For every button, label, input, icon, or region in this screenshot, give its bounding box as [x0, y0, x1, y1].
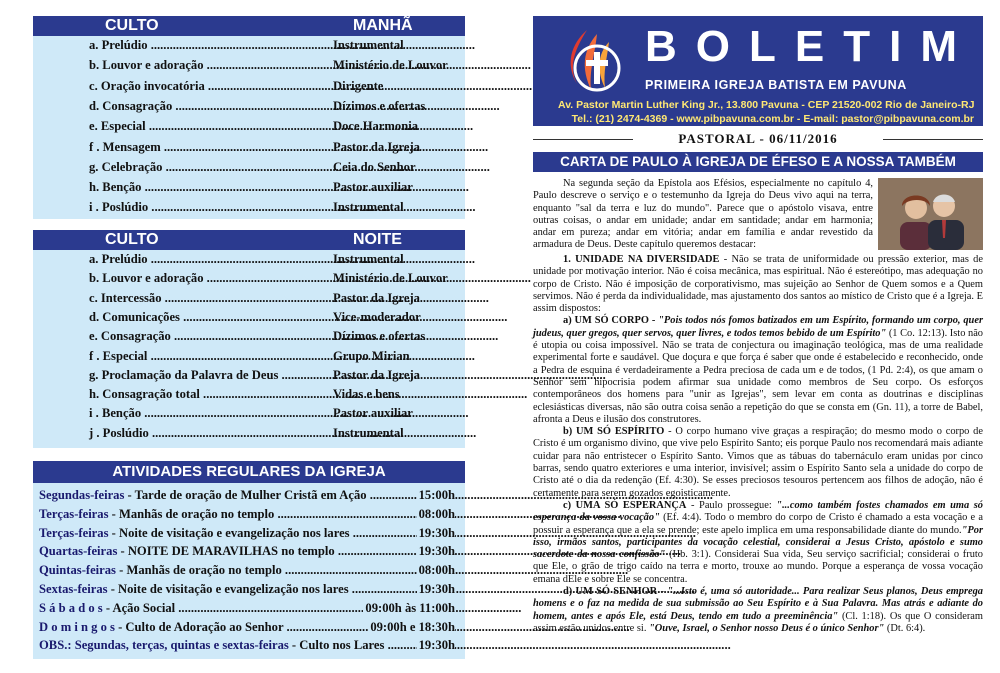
- morning-schedule-row: [33, 79, 465, 100]
- evening-schedule-row: [33, 426, 465, 447]
- evening-schedule-row: [33, 252, 465, 273]
- evening-schedule-row: [33, 387, 465, 408]
- section-d-quote2: "Ouve, Israel, o Senhor nosso Deus é o único Senhor": [649, 622, 885, 634]
- pastoral-intro: [533, 178, 873, 252]
- activity-description: - Manhãs de oração no templo: [108, 506, 275, 521]
- activity-row: [39, 620, 461, 639]
- evening-schedule-row: [33, 291, 465, 312]
- activity-description: - Culto nos Lares: [288, 638, 385, 653]
- evening-schedule-row: [33, 310, 465, 331]
- schedule-item-value: Pastor da Igreja: [333, 367, 420, 382]
- section-a-heading: a) UM SÓ CORPO -: [563, 315, 659, 327]
- morning-schedule-row: [33, 160, 465, 181]
- activity-day: Terças-feiras: [39, 525, 109, 540]
- section-d-heading: d) UM SÓ SENHOR: [563, 586, 658, 598]
- evening-schedule-row: [33, 349, 465, 370]
- schedule-item-value: Instrumental: [333, 200, 404, 215]
- morning-schedule-row: [33, 58, 465, 79]
- morning-culto-label: CULTO: [105, 17, 159, 34]
- church-name: PRIMEIRA IGREJA BATISTA EM PAVUNA: [645, 78, 907, 92]
- activity-label: [39, 544, 369, 559]
- schedule-item-label: d. Comunicações .....: [89, 310, 339, 325]
- activity-time: 08:00h: [418, 563, 455, 578]
- pastoral-date: PASTORAL - 06/11/2016: [533, 131, 983, 147]
- schedule-item-value: Instrumental: [333, 38, 404, 52]
- schedule-item-label: h. Consagração total .....: [89, 387, 339, 402]
- morning-schedule-row: [33, 38, 465, 59]
- church-logo: [551, 24, 629, 98]
- activities-box: [33, 461, 465, 659]
- section-a-text: (1 Co. 12:13). Isto não é utopia ou coisa impossível. Não se trata de conjectura ou imaginação teológica, mas de uma realidade experimental forte e saudável. Que doçura e que força é saber que onde é estabelecido e reconhecido, onde a Pedra de esquina é verdadeiramente a Pedra preciosa de cada um e de todos, (1 Pd. 2:4), os que amam o Senhor sem hipocrisia podem afirmar sua unidade como membros de Seu corpo. Os esforços contemporâneos dos homens para "unir as Igrejas", sem levar em conta as doutrinas e disciplinas eclesiásticas diversas, não são outra coisa senão a repetição do que se consta em (Gn. 11), a torre de Babel, afronta a Deus e ilusão dos construtores.: [533, 327, 984, 425]
- activity-day: S á b a d o s: [39, 600, 103, 615]
- schedule-item-value: Instrumental: [333, 252, 404, 266]
- evening-schedule-row: [33, 368, 465, 389]
- activity-row: [39, 507, 461, 526]
- activity-description: - Culto de Adoração ao Senhor: [114, 619, 284, 634]
- activity-label: [39, 582, 369, 597]
- schedule-item-label: g. Proclamação da Palavra de Deus .....: [89, 368, 339, 383]
- pastor-photo-illustration: [878, 178, 983, 250]
- activity-row: [39, 638, 461, 657]
- activity-row: [39, 582, 461, 601]
- schedule-item-label: f . Especial .....: [89, 349, 339, 364]
- schedule-item-value: Dízimos e ofertas: [333, 329, 426, 344]
- morning-schedule-row: [33, 200, 465, 221]
- activity-label: [39, 620, 369, 635]
- activity-description: - Noite de visitação e evangelização nos lares: [107, 582, 349, 596]
- morning-schedule-row: [33, 99, 465, 120]
- bulletin-title: BOLETIM: [645, 22, 976, 71]
- section-1-text: - Não se trata de uniformidade ou pressão exterior, mas de unidade por motivação interior. Não é coisa mecânica, mas espiritual. Não é estereótipo, mas adequação no corpo de Cristo. Não é imposição de corporativismo, mas sujeição ao Senhor de Quem somos e a Quem servimos. Não é perda da individualidade, mas ajustamento dos santos ao místico de Cristo que é a Igreja. E assim dispostos:: [533, 254, 983, 315]
- section-c-text2: (Hb. 3:1). Considerai Sua vida, Seu serviço sacrificial; considerai o fruto que Ele, o grão de trigo caído na terra e morto, trouxe ao mundo. Porque a esperança de vossa vocação emana dEle e sobre Ele se concentra.: [533, 549, 984, 585]
- section-c-pre: - Paulo prossegue:: [686, 499, 777, 511]
- evening-period-label: NOITE: [353, 231, 402, 248]
- section-d-text2: (Dt. 6:4).: [884, 622, 926, 634]
- schedule-item-label: d. Consagração .....: [89, 99, 339, 114]
- pastor-couple-photo: [878, 178, 983, 250]
- schedule-item-value: Vidas e bens: [333, 387, 400, 402]
- schedule-item-value: Pastor da Igreja: [333, 139, 420, 154]
- activity-label: [39, 526, 369, 541]
- activity-description: - NOITE DE MARAVILHAS no templo: [117, 544, 335, 559]
- schedule-item-label: i . Poslúdio .....: [89, 200, 339, 215]
- activity-time: 19:30h: [418, 638, 455, 653]
- activity-day: Sextas-feiras: [39, 582, 108, 596]
- evening-schedule-row: [33, 406, 465, 427]
- evening-schedule: [33, 250, 465, 448]
- schedule-item-value: Ministério de Louvor: [333, 271, 448, 286]
- evening-schedule-row: [33, 271, 465, 292]
- morning-schedule-row: [33, 180, 465, 201]
- activity-label: [39, 488, 369, 503]
- activity-row: [39, 488, 461, 507]
- activity-description: - Manhãs de oração no templo: [115, 563, 282, 578]
- section-b-text: - O corpo humano vive graças a respiração; do mesmo modo o corpo de Cristo é um organismo divino, que vive pelo Espírito Santo; eis porque Paulo nos recomendará mais adiante cuidar para não entristecer o Espírito Santo. Vimos que as tábuas do tabernáculo eram unidas por cinco barras, sendo quatro exteriores e uma interior, invisível; assim o Espírito Santo sela a unidade do corpo de Cristo até o dia da redenção (Ef. 4:30). Se esses preciosos tesouros pertencem aos filhos de adoção, não é certamente para serem gozados egoisticamente.: [533, 426, 983, 499]
- schedule-item-value: Dízimos e ofertas: [333, 98, 426, 113]
- schedule-item-value: Vice-moderador: [333, 309, 421, 324]
- schedule-item-label: f . Mensagem .....: [89, 140, 339, 155]
- bulletin-banner: [533, 16, 983, 126]
- activity-time: 19:30h: [418, 582, 455, 596]
- morning-schedule-row: [33, 119, 465, 140]
- schedule-item-value: Ministério de Louvor: [333, 58, 448, 73]
- pastoral-title: CARTA DE PAULO À IGREJA DE ÉFESO E A NOSSA TAMBÉM: [533, 152, 983, 172]
- activity-row: [39, 526, 461, 545]
- schedule-item-label: a. Prelúdio .....: [89, 252, 339, 267]
- activity-time: 15:00h: [418, 488, 455, 502]
- morning-header: [53, 16, 465, 36]
- activity-day: OBS.: Segundas, terças, quintas e sextas-feiras: [39, 638, 289, 653]
- church-address: Av. Pastor Martin Luther King Jr., 13.800 Pavuna - CEP 21520-002 Rio de Janeiro-RJ: [558, 99, 975, 111]
- activity-day: Terças-feiras: [39, 506, 109, 521]
- schedule-item-label: g. Celebração .....: [89, 160, 339, 175]
- section-c-text: (Ef. 4:4). Todo o membro do corpo de Cristo é chamado a esta vocação e a possuir a esperança que a ela se prende; este apelo implica em uma responsabilidade diante do mundo.: [533, 512, 983, 536]
- section-c-quote2: "Por isso, irmãos santos, participantes da vocação celestial, considerai a Jesus Cristo, apóstolo e sumo sacerdote da nossa confissão": [533, 524, 983, 561]
- schedule-item-label: a. Prelúdio .....: [89, 38, 339, 53]
- section-1-heading: 1. UNIDADE NA DIVERSIDADE: [563, 254, 720, 265]
- schedule-item-value: Dirigente: [333, 78, 384, 93]
- schedule-item-label: c. Oração invocatória .....: [89, 79, 339, 94]
- activity-label: [39, 601, 369, 616]
- schedule-item-label: c. Intercessão .....: [89, 291, 339, 306]
- church-contact: Tel.: (21) 2474-4369 - www.pibpavuna.com.br - E-mail: pastor@pibpavuna.com.br: [571, 113, 974, 125]
- schedule-item-value: Ceia do Senhor: [333, 159, 416, 174]
- morning-schedule: [33, 36, 465, 219]
- schedule-item-value: Instrumental: [333, 425, 404, 440]
- activities-title: ATIVIDADES REGULARES DA IGREJA: [33, 461, 465, 483]
- activity-time: 09:00h às 11:00h: [365, 600, 455, 615]
- activity-time: 19:30h: [418, 525, 455, 540]
- morning-period-label: MANHÃ: [353, 17, 413, 34]
- morning-schedule-row: [33, 140, 465, 161]
- activity-description: - Noite de visitação e evangelização nos lares: [108, 525, 350, 540]
- section-d-text: (Cl. 1:18). Os que O consideram assim estão unidos entre si.: [533, 610, 983, 634]
- activity-label: [39, 638, 385, 653]
- activity-row: [39, 563, 461, 582]
- activity-row: [39, 601, 461, 620]
- evening-header: [53, 230, 465, 250]
- section-a-quote: "Pois todos nós fomos batizados em um Espírito, formando um corpo, quer judeus, quer gregos, quer servos, quer livres, e todos temos bebido de um Espírito": [533, 315, 983, 339]
- activity-time: 08:00h: [418, 506, 455, 521]
- section-d-pre: -: [657, 586, 668, 598]
- section-c-heading: c) UMA SÓ ESPERANÇA: [563, 499, 687, 511]
- activity-description: - Ação Social: [102, 600, 176, 615]
- evening-schedule-row: [33, 329, 465, 350]
- schedule-item-label: b. Louvor e adoração .....: [89, 271, 339, 286]
- schedule-item-value: Doce Harmonia: [333, 119, 418, 134]
- schedule-item-value: Grupo Mirian: [333, 348, 410, 363]
- activity-day: Segundas-feiras: [39, 488, 125, 502]
- schedule-item-label: e. Consagração .....: [89, 329, 339, 344]
- schedule-item-value: Pastor auxiliar: [333, 406, 413, 421]
- section-d-quote: "...Isto é, uma só autoridade... Para realizar Seus planos, Deus emprega homens e o faz na medida de sua submissão ao Seu Espírito e à Sua Palavra. Mas atrás e adiante do homem, antes e após Ele, está Deus, tendo em tudo a preeminência": [533, 586, 984, 622]
- schedule-item-value: Pastor da Igreja: [333, 290, 420, 305]
- schedule-item-label: i . Benção .....: [89, 406, 339, 421]
- activity-row: [39, 544, 461, 563]
- schedule-item-label: b. Louvor e adoração .....: [89, 58, 339, 73]
- activity-day: Quartas-feiras: [39, 544, 118, 559]
- activity-day: Quintas-feiras: [39, 563, 116, 578]
- activity-time: 09:00h e 18:30h: [370, 619, 455, 634]
- activity-time: 19:30h: [418, 544, 455, 559]
- intro-text: Na segunda seção da Epístola aos Efésios, especialmente no capítulo 4, Paulo descreve o serviço e o testemunho da Igreja do Deus vivo aqui na terra, enquanto "sal da terra e luz do mundo". Parece que o apóstolo visava, entre outras coisas, o andar em unidade; andar em santidade; andar em harmonia; andar em pureza; andar em vitória; andar em família e andar revestido da armadura de Deus. Deste capítulo queremos destacar:: [533, 178, 873, 251]
- activity-label: [39, 507, 369, 522]
- activity-day: D o m i n g o s: [39, 619, 115, 634]
- section-c-quote: "...como também fostes chamados em uma só esperança da vossa vocação": [533, 499, 983, 524]
- schedule-item-label: j . Poslúdio .....: [89, 426, 339, 441]
- section-b-heading: b) UM SÓ ESPÍRITO: [563, 426, 665, 438]
- activity-label: [39, 563, 369, 578]
- activity-description: - Tarde de oração de Mulher Cristã em Ação: [124, 488, 367, 502]
- schedule-item-label: e. Especial .....: [89, 119, 339, 134]
- schedule-item-label: h. Benção .....: [89, 180, 339, 195]
- schedule-item-value: Pastor auxiliar: [333, 180, 413, 195]
- evening-culto-label: CULTO: [105, 231, 159, 248]
- pastoral-body: [533, 254, 983, 635]
